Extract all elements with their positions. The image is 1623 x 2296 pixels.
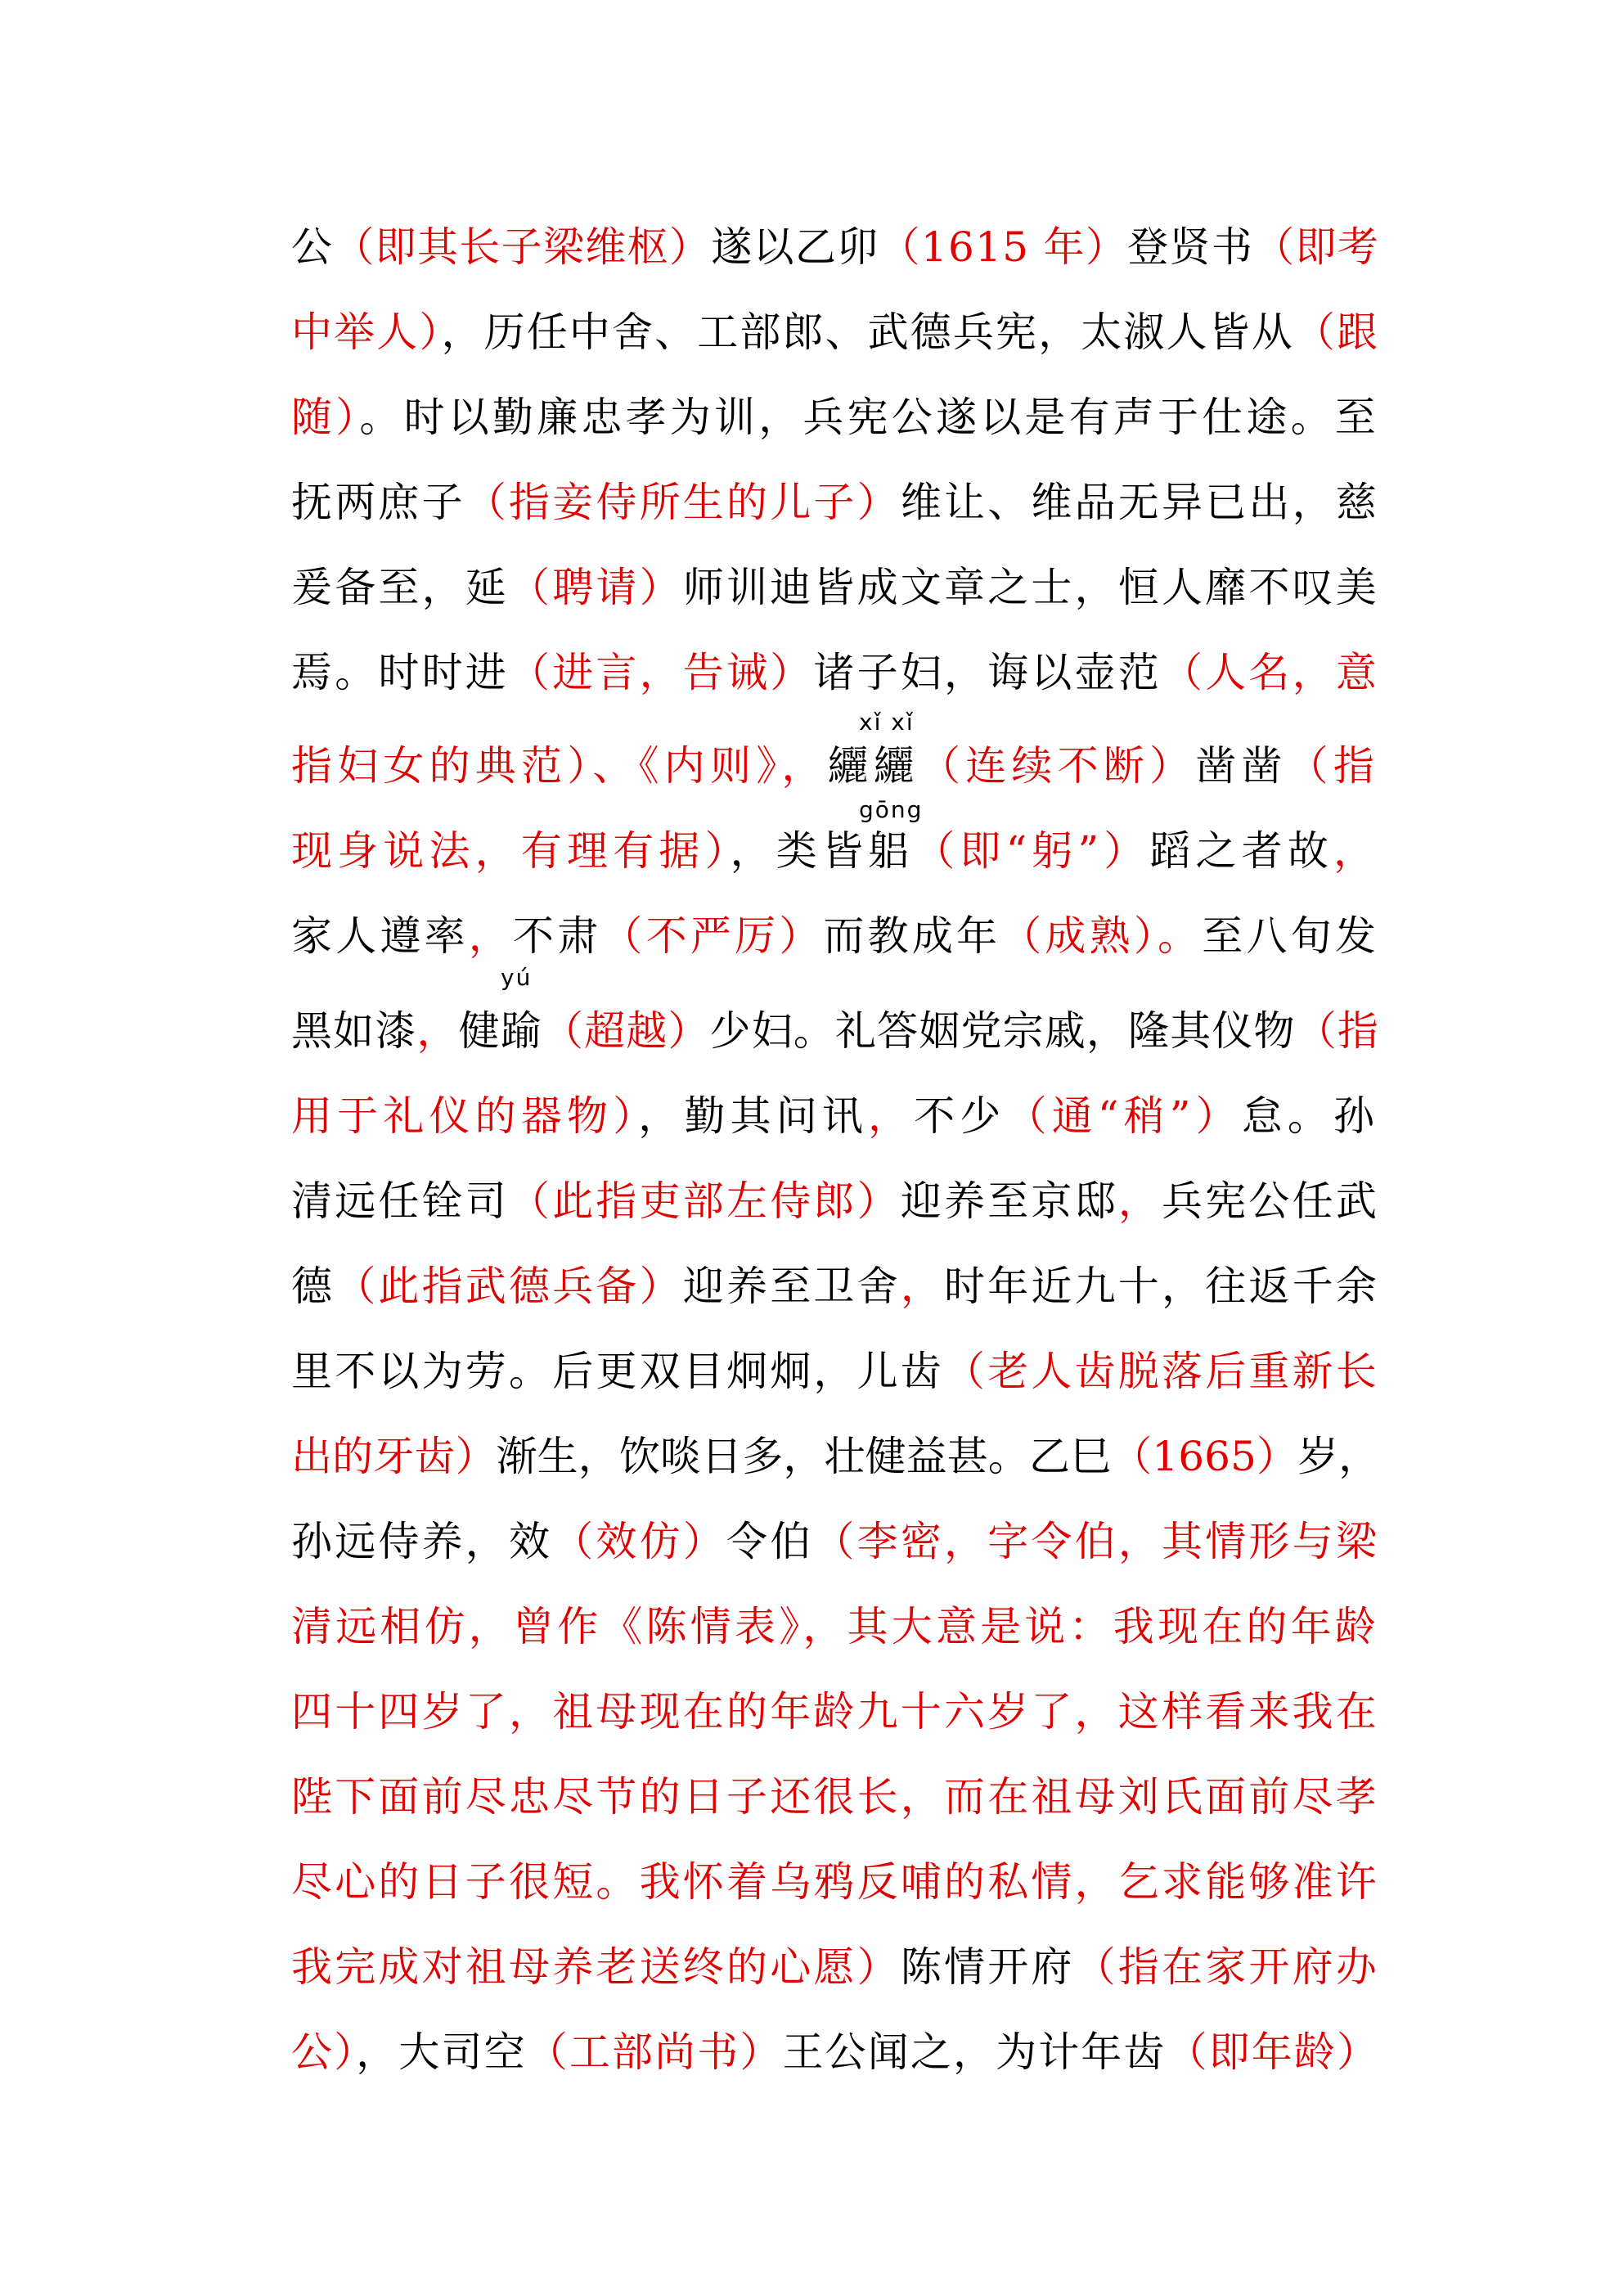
original-text: 孙远侍养，效 — [291, 1518, 553, 1565]
original-text: ，类皆躳 — [730, 827, 915, 875]
annotation-text: （李密，字令伯，其情形与梁 — [813, 1518, 1380, 1565]
original-text: 而教成年 — [823, 912, 1001, 960]
text-line — [291, 1669, 1379, 1754]
original-text: 维让、维品无异已出，慈 — [900, 479, 1380, 526]
original-text: 迎养至卫舍 — [682, 1263, 901, 1310]
original-text: 岁， — [1297, 1433, 1380, 1480]
original-text: 凿凿 — [1195, 742, 1288, 790]
original-text: 遂以乙卯 — [711, 223, 879, 271]
original-text: 至八旬发 — [1202, 912, 1380, 960]
text-line — [291, 290, 1379, 375]
annotation-text: ， — [1117, 1177, 1162, 1225]
annotation-text: ， — [416, 1007, 459, 1055]
original-text: 。时以勤廉忠孝为训，兵宪公遂以是有声于仕途。至 — [359, 394, 1380, 441]
annotation-text: 出的牙齿） — [291, 1433, 497, 1480]
text-line — [291, 205, 1379, 290]
annotation-text: （聘请） — [509, 564, 683, 611]
original-text: 家人遵率 — [291, 912, 469, 960]
original-text: 陈情开府 — [900, 1943, 1075, 1991]
text-line — [291, 2010, 1379, 2095]
text-line — [291, 545, 1379, 630]
annotation-text: （进言，告诫） — [509, 649, 814, 696]
annotation-text: （人名，意 — [1162, 649, 1380, 696]
pinyin-annotation-xixi: xǐ xǐ — [859, 709, 915, 736]
text-line — [291, 1925, 1379, 2010]
annotation-text: 中举人） — [291, 308, 442, 356]
original-text: 师训迪皆成文章之士，恒人靡不叹美 — [682, 564, 1380, 611]
annotation-text: （指在家开府办 — [1074, 1943, 1380, 1991]
annotation-text: （连续不断） — [919, 742, 1196, 790]
original-text: 少妇。礼答姻党宗戚，隆其仪物 — [709, 1007, 1296, 1055]
original-text: 不少 — [914, 1092, 1006, 1140]
text-line — [291, 988, 1379, 1074]
annotation-text: （指 — [1287, 742, 1380, 790]
annotation-text: （指妾侍所生的儿子） — [465, 479, 901, 526]
pinyin-annotation-yu: yú — [501, 964, 533, 991]
annotation-text: 陛下面前尽忠尽节的日子还很长，而在祖母刘氏面前尽孝 — [291, 1773, 1379, 1821]
text-line — [291, 630, 1379, 715]
annotation-text: （即“躬”） — [914, 827, 1150, 875]
original-text: 德 — [291, 1263, 335, 1310]
original-text: 蹈之者故 — [1149, 827, 1333, 875]
annotation-text: 清远相仿，曾作《陈情表》，其大意是说：我现在的年龄 — [291, 1603, 1379, 1650]
annotation-text: （1665） — [1111, 1433, 1298, 1480]
annotation-text: （超越） — [542, 1007, 710, 1055]
text-line — [291, 1244, 1379, 1329]
text-line — [291, 1584, 1379, 1669]
pinyin-annotation-gong: gōng — [859, 796, 924, 823]
original-text: 怠。孙 — [1241, 1092, 1380, 1140]
original-text: 爰备至，延 — [291, 564, 509, 611]
text-line — [291, 723, 1379, 808]
annotation-text: 现身说法，有理有据） — [291, 827, 731, 875]
text-line — [291, 894, 1379, 979]
annotation-text: （此指吏部左侍郎） — [509, 1177, 901, 1225]
annotation-text: ， — [468, 912, 514, 960]
original-text: 不肃 — [513, 912, 602, 960]
annotation-text: （通“稍”） — [1005, 1092, 1242, 1140]
original-text: 迎养至京邸 — [900, 1177, 1118, 1225]
text-line — [291, 1754, 1379, 1839]
text-line — [291, 375, 1379, 460]
annotation-text: （即其长子梁维枢） — [333, 223, 712, 271]
text-line — [291, 460, 1379, 545]
original-text: 焉。时时进 — [291, 649, 509, 696]
original-text: ，大司空 — [356, 2028, 527, 2076]
annotation-text: （工部尚书） — [526, 2028, 783, 2076]
original-text: 时年近九十，往返千余 — [944, 1263, 1380, 1310]
annotation-text: （跟 — [1293, 308, 1380, 356]
annotation-text: （即年龄） — [1166, 2028, 1380, 2076]
text-line — [291, 1159, 1379, 1244]
original-text: 兵宪公任武 — [1162, 1177, 1380, 1225]
annotation-text: ， — [868, 1092, 915, 1140]
original-text: 清远任铨司 — [291, 1177, 509, 1225]
original-text: 健踰 — [458, 1007, 542, 1055]
annotation-text: （1615 年） — [879, 223, 1128, 271]
text-line — [291, 808, 1379, 894]
original-text: 纚纚 — [827, 742, 920, 790]
annotation-text: ， — [900, 1263, 945, 1310]
annotation-text: 四十四岁了，祖母现在的年龄九十六岁了，这样看来我在 — [291, 1688, 1379, 1736]
annotation-text: （老人齿脱落后重新长 — [944, 1348, 1379, 1395]
annotation-text: （即考 — [1253, 223, 1380, 271]
body-text — [291, 205, 1379, 2095]
annotation-text: 我完成对祖母养老送终的心愿） — [291, 1943, 901, 1991]
original-text: 令伯 — [726, 1518, 814, 1565]
text-line — [291, 1839, 1379, 1925]
annotation-text: ， — [1333, 827, 1380, 875]
annotation-text: 随） — [291, 394, 360, 441]
original-text: 里不以为劳。后更双目炯炯，儿齿 — [291, 1348, 944, 1395]
original-text: 王公闻之，为计年齿 — [782, 2028, 1167, 2076]
annotation-text: 指妇女的典范）、《内则》， — [291, 742, 828, 790]
annotation-text: （此指武德兵备） — [335, 1263, 683, 1310]
original-text: 黑如漆 — [291, 1007, 417, 1055]
text-line — [291, 1414, 1379, 1499]
original-text: 抚两庶子 — [291, 479, 465, 526]
text-line — [291, 1074, 1379, 1159]
text-line — [291, 1499, 1379, 1584]
annotation-text: （指 — [1295, 1007, 1379, 1055]
original-text: ，勤其问讯 — [638, 1092, 869, 1140]
annotation-text: 尽心的日子很短。我怀着乌鸦反哺的私情，乞求能够准许 — [291, 1858, 1379, 1906]
original-text: 诸子妇，诲以壶范 — [813, 649, 1162, 696]
original-text: 登贤书 — [1127, 223, 1254, 271]
original-text: 渐生，饮啖日多，壮健益甚。乙巳 — [496, 1433, 1112, 1480]
text-line — [291, 1329, 1379, 1414]
annotation-text: （效仿） — [552, 1518, 727, 1565]
annotation-text: 公） — [291, 2028, 357, 2076]
annotation-text: 用于礼仪的器物） — [291, 1092, 639, 1140]
original-text: ，历任中舍、工部郎、武德兵宪，太淑人皆从 — [441, 308, 1294, 356]
original-text: 公 — [291, 223, 334, 271]
annotation-text: （不严厉） — [601, 912, 824, 960]
annotation-text: （成熟）。 — [1000, 912, 1203, 960]
